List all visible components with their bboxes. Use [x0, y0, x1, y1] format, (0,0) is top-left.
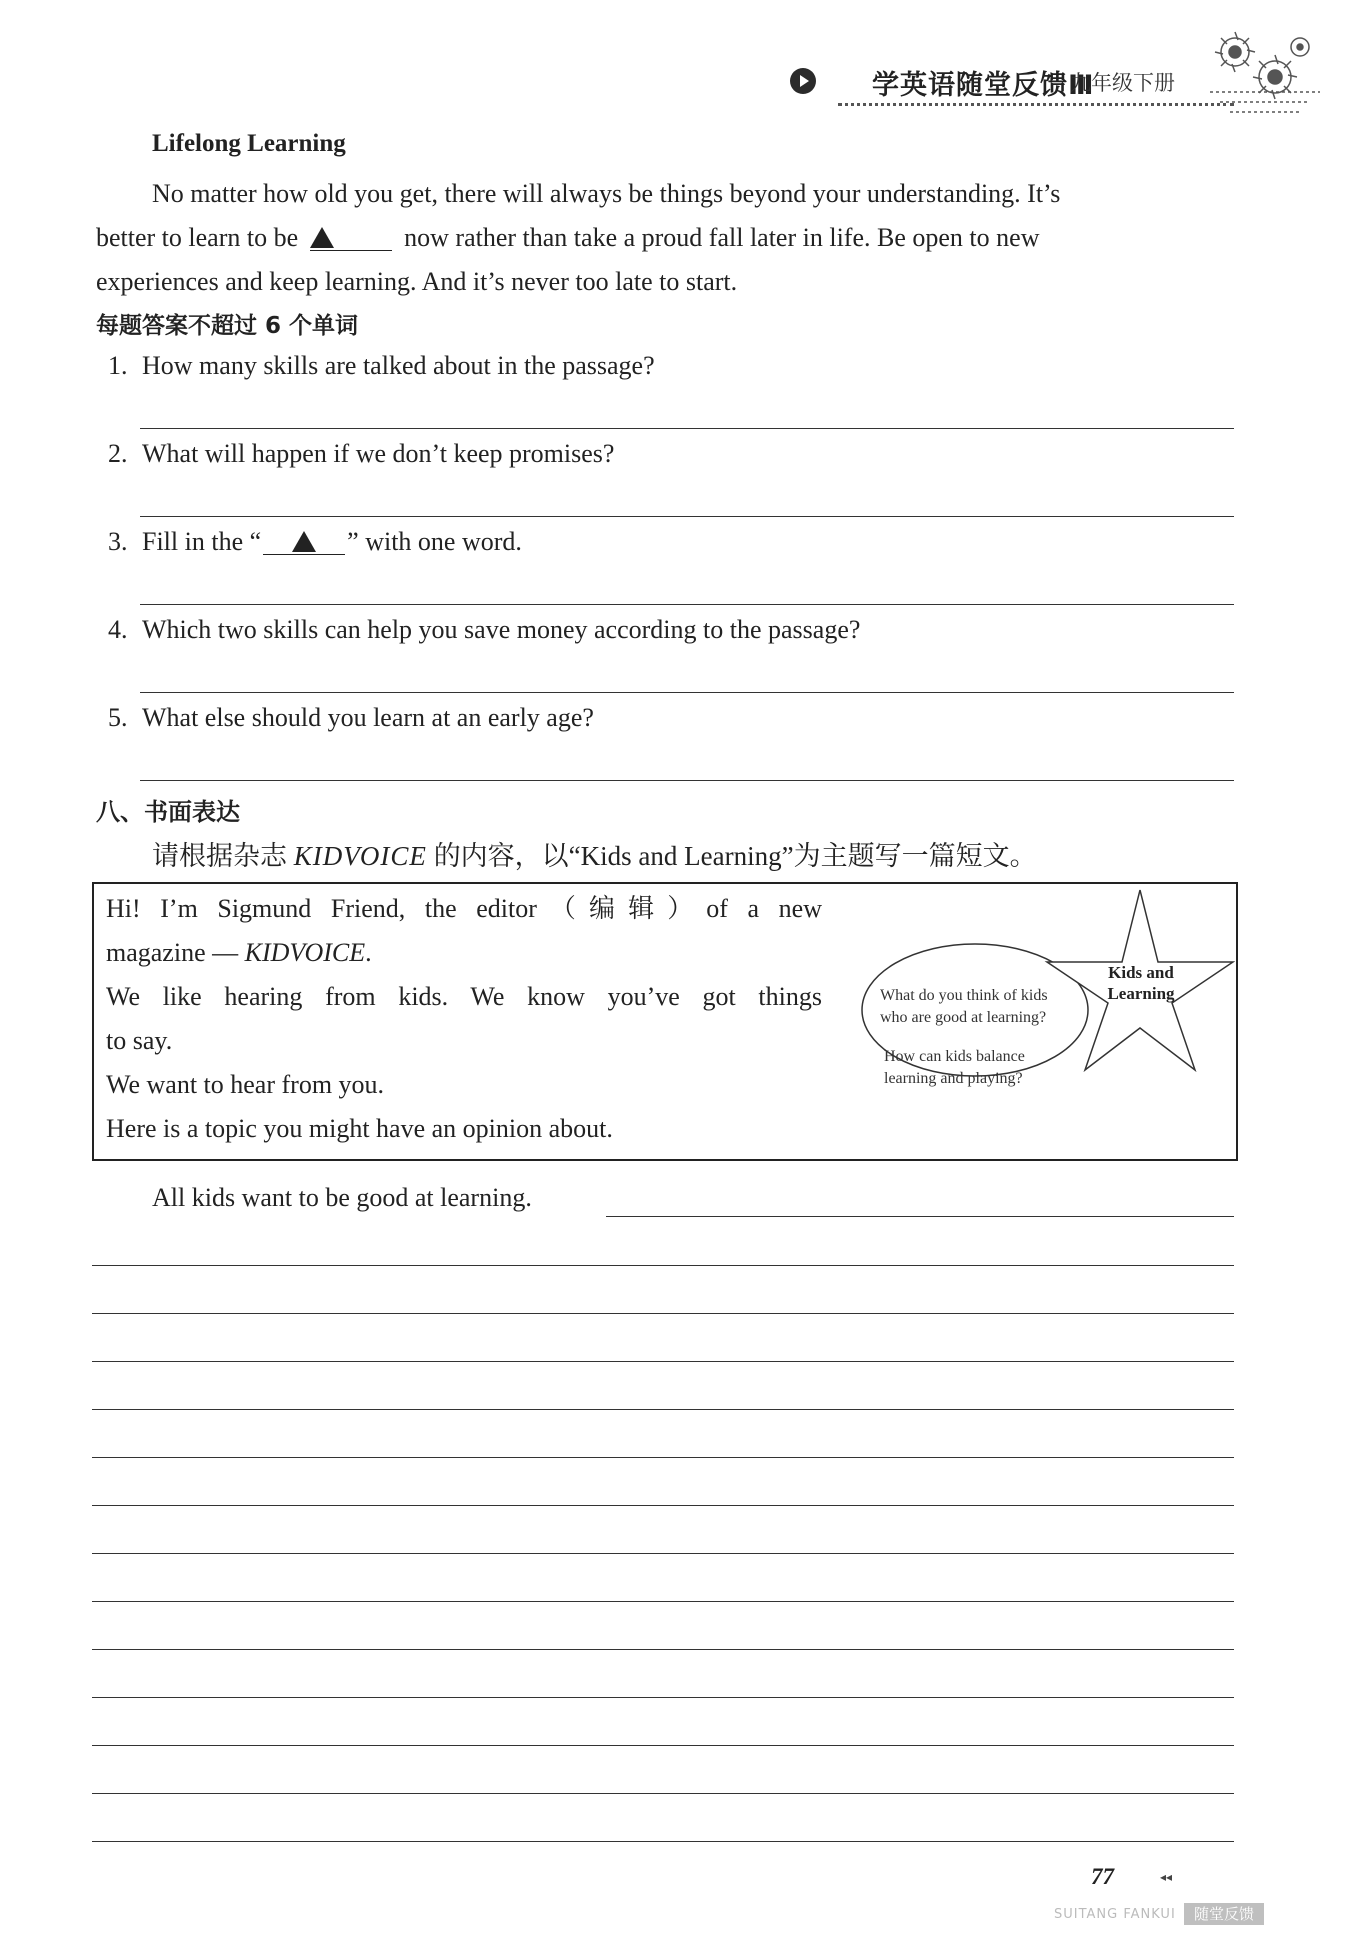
- question-number: 1.: [108, 351, 128, 380]
- prompt-text-part: magazine —: [106, 938, 245, 967]
- writing-line[interactable]: [92, 1457, 1234, 1458]
- writing-line[interactable]: [92, 1793, 1234, 1794]
- instruction-text: 的内容，以“Kids and Learning”为主题写一篇短文。: [433, 841, 1037, 871]
- passage-paragraph: [96, 172, 1240, 304]
- passage-text: better to learn to be: [96, 223, 299, 252]
- magazine-name: KIDVOICE: [244, 938, 366, 967]
- section-heading: 八、书面表达: [96, 798, 240, 826]
- prompt-line: We like hearing from kids. We know you’ve got things: [106, 982, 822, 1011]
- prompt-line: Hi! I’m Sigmund Friend, the editor（编辑）of a new: [106, 894, 822, 923]
- question-text: ” with one word.: [347, 527, 522, 556]
- question-number: 5.: [108, 703, 128, 732]
- magazine-name: KIDVOICE: [293, 841, 427, 871]
- answer-line-5[interactable]: [140, 780, 1234, 781]
- writing-line[interactable]: [92, 1505, 1234, 1506]
- answer-line-2[interactable]: [140, 516, 1234, 517]
- answer-instruction: 每题答案不超过 6 个单词: [96, 313, 359, 339]
- play-icon: [790, 68, 816, 94]
- instruction-text: 请根据杂志: [152, 841, 287, 871]
- question-number: 4.: [108, 615, 128, 644]
- writing-line[interactable]: [92, 1265, 1234, 1266]
- prompt-line: Here is a topic you might have an opinion about.: [106, 1114, 613, 1143]
- arrow-icon: ◂◂: [1160, 1870, 1173, 1884]
- oval-text: How can kids balance: [884, 1048, 1025, 1065]
- oval-text: What do you think of kids: [880, 987, 1048, 1004]
- question-number: 3.: [108, 527, 128, 556]
- writing-line[interactable]: [92, 1601, 1234, 1602]
- writing-line[interactable]: [92, 1313, 1234, 1314]
- book-title: 学英语随堂反馈Ⅲ: [872, 70, 1095, 101]
- question-3: [108, 527, 522, 557]
- answer-blank[interactable]: [310, 226, 392, 251]
- question-text: What else should you learn at an early age?: [142, 703, 594, 732]
- oval-question-2: [884, 1046, 1025, 1090]
- writing-line[interactable]: [92, 1745, 1234, 1746]
- oval-text: who are good at learning?: [880, 1009, 1047, 1026]
- book-subtitle: 九年级下册: [1070, 71, 1175, 95]
- passage-line-2: [96, 216, 1240, 260]
- writing-line-0[interactable]: [606, 1216, 1234, 1217]
- writing-line[interactable]: [92, 1841, 1234, 1842]
- header-dotted-rule: [838, 103, 1234, 106]
- star-text: Learning: [1107, 984, 1175, 1003]
- writing-line[interactable]: [92, 1697, 1234, 1698]
- prompt-line: We want to hear from you.: [106, 1070, 385, 1099]
- question-text: Fill in the “: [142, 527, 262, 556]
- triangle-icon: [292, 531, 316, 552]
- question-5: [108, 703, 594, 733]
- footer-brand-cn: 随堂反馈: [1184, 1903, 1264, 1925]
- passage-text: No matter how old you get, there will always be things beyond your understanding. It’s: [152, 179, 1061, 208]
- oval-text: learning and playing?: [884, 1070, 1023, 1087]
- passage-text: experiences and keep learning. And it’s never too late to start.: [96, 267, 738, 296]
- writing-line[interactable]: [92, 1361, 1234, 1362]
- writing-instruction: [152, 834, 1037, 873]
- question-number: 2.: [108, 439, 128, 468]
- writing-opening-sentence: All kids want to be good at learning.: [152, 1183, 532, 1212]
- prompt-text: [106, 887, 822, 1151]
- prompt-line: to say.: [106, 1026, 173, 1055]
- passage-text: now rather than take a proud fall later in life. Be open to new: [404, 223, 1040, 252]
- answer-blank: [263, 530, 345, 555]
- passage-line-1: [96, 172, 1240, 216]
- question-2: [108, 439, 614, 469]
- question-1: [108, 351, 655, 381]
- triangle-icon: [310, 227, 334, 248]
- answer-line-3[interactable]: [140, 604, 1234, 605]
- passage-line-3: [96, 260, 1240, 304]
- oval-question-1: [880, 985, 1048, 1029]
- writing-line[interactable]: [92, 1649, 1234, 1650]
- question-text: Which two skills can help you save money according to the passage?: [142, 615, 861, 644]
- question-text: What will happen if we don’t keep promises?: [142, 439, 615, 468]
- prompt-text-part: .: [365, 938, 372, 967]
- question-4: [108, 615, 860, 645]
- star-text: Kids and: [1108, 963, 1174, 982]
- page-number: 77: [1091, 1864, 1114, 1889]
- answer-line-1[interactable]: [140, 428, 1234, 429]
- prompt-line: [106, 931, 822, 975]
- answer-line-4[interactable]: [140, 692, 1234, 693]
- star-topic: [1100, 962, 1182, 1004]
- footer-brand-en: SUITANG FANKUI: [1054, 1907, 1176, 1922]
- flower-decoration-icon: [1200, 22, 1330, 132]
- question-text: How many skills are talked about in the passage?: [142, 351, 655, 380]
- writing-line[interactable]: [92, 1553, 1234, 1554]
- passage-title: Lifelong Learning: [152, 130, 346, 157]
- writing-line[interactable]: [92, 1409, 1234, 1410]
